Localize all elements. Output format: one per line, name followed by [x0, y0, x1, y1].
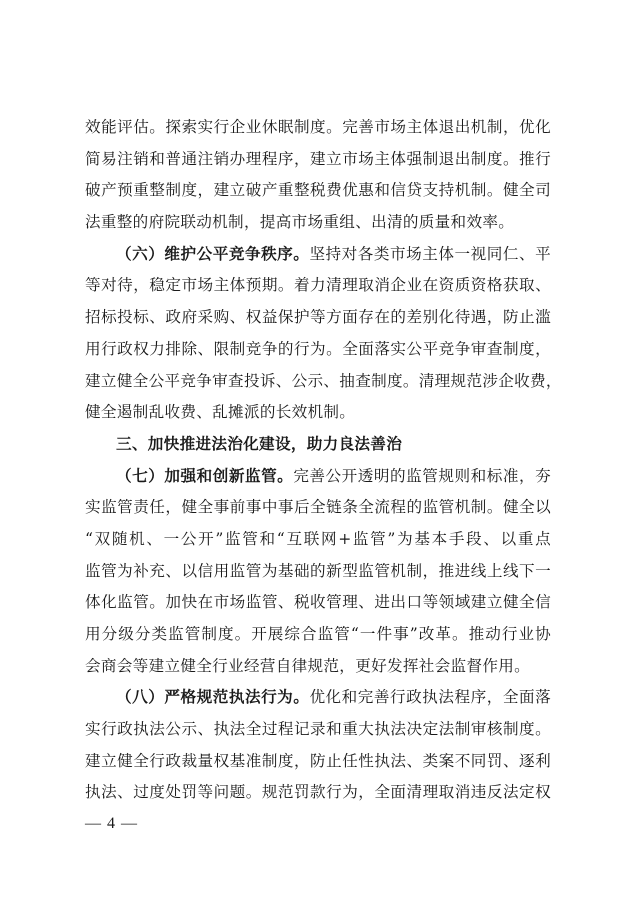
section-6-first-line-text: 坚持对各类市场主体一视同仁、平 — [309, 244, 551, 263]
paragraph-line: 效能评估。探索实行企业休眠制度。完善市场主体退出机制，优化 — [85, 118, 551, 136]
paragraph-line: 实监管责任，健全事前事中事后全链条全流程的监管机制。健全以 — [85, 498, 551, 517]
section-heading-3: 三、加快推进法治化建设，助力良法善治 — [116, 434, 403, 453]
paragraph-line: 监管为补充、以信用监管为基础的新型监管机制，推进线上线下一 — [85, 561, 551, 580]
paragraph-line: 实行政执法公示、执法全过程记录和重大执法决定法制审核制度。 — [85, 720, 551, 739]
section-7-title: （七）加强和创新监管。 — [116, 466, 294, 485]
section-8-first-line-text: 优化和完善行政执法程序，全面落 — [309, 688, 551, 707]
paragraph-line: 健全遏制乱收费、乱摊派的长效机制。 — [85, 403, 356, 422]
paragraph-line: “双随机、一公开”监管和“互联网+监管”为基本手段、以重点 — [85, 529, 551, 548]
paragraph-line: 执法、过度处罚等问题。规范罚款行为，全面清理取消违反法定权 — [85, 783, 551, 802]
paragraph-line: 体化监管。加快在市场监管、税收管理、进出口等领域建立健全信 — [85, 593, 551, 612]
paragraph-line: 法重整的府院联动机制，提高市场重组、出清的质量和效率。 — [85, 213, 515, 232]
paragraph-line: 等对待，稳定市场主体预期。着力清理取消企业在资质资格获取、 — [85, 276, 551, 295]
section-7-first-line — [85, 461, 551, 493]
paragraph-line: 用分级分类监管制度。开展综合监管“一件事”改革。推动行业协 — [85, 625, 551, 643]
paragraph-line: 建立健全公平竞争审查投诉、公示、抽查制度。清理规范涉企收费， — [85, 371, 562, 390]
section-8-first-line — [85, 682, 551, 714]
paragraph-line: 会商会等建立健全行业经营自律规范，更好发挥社会监督作用。 — [85, 656, 531, 675]
section-7-first-line-text: 完善公开透明的监管规则和标准，夯 — [293, 466, 551, 485]
section-6-first-line — [85, 239, 551, 271]
page-number: — 4 — — [85, 815, 138, 832]
section-6-title: （六）维护公平竞争秩序。 — [116, 244, 310, 263]
section-8-title: （八）严格规范执法行为。 — [116, 688, 310, 707]
paragraph-line: 破产预重整制度，建立破产重整税费优惠和信贷支持机制。健全司 — [85, 181, 551, 200]
paragraph-line: 简易注销和普通注销办理程序，建立市场主体强制退出制度。推行 — [85, 149, 551, 168]
document-body — [85, 112, 562, 809]
paragraph-line: 用行政权力排除、限制竞争的行为。全面落实公平竞争审查制度， — [85, 339, 551, 358]
paragraph-line: 建立健全行政裁量权基准制度，防止任性执法、类案不同罚、逐利 — [85, 751, 551, 770]
paragraph-line: 招标投标、政府采购、权益保护等方面存在的差别化待遇，防止滥 — [85, 308, 551, 327]
